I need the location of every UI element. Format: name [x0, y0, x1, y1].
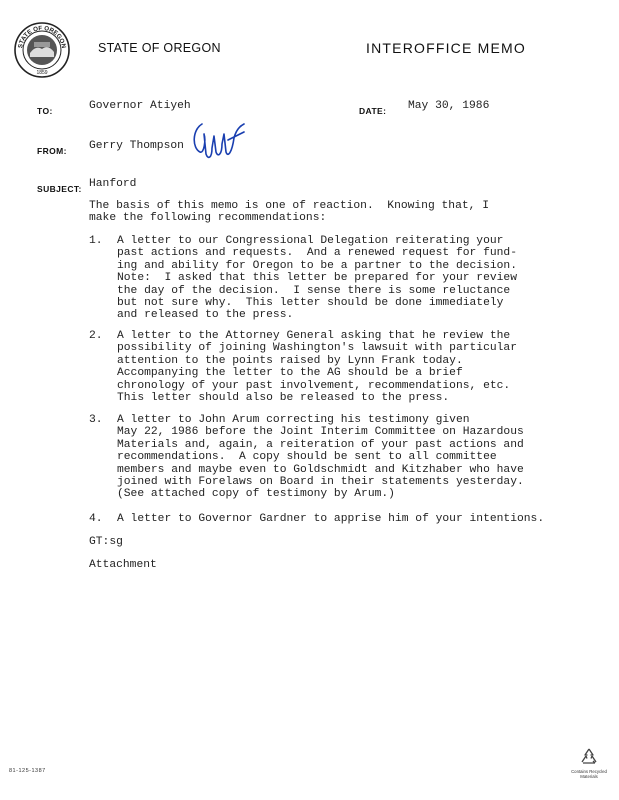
seal-text: STATE OF OREGON [17, 24, 67, 49]
item-1-text: A letter to our Congressional Delegation reiterating your past actions and requests. And a renewed request for fund- ing and ability for Oregon to be a partner to the decision. Note: I asked that this letter be prepared for your review the day of the decision. I sense there is some reluctance but not sure why. This letter should be done immediately and released to the press. [117, 235, 517, 322]
item-4-number: 4. [89, 513, 103, 525]
to-label: TO: [37, 106, 53, 116]
subject-value: Hanford [89, 178, 137, 190]
to-value: Governor Atiyeh [89, 100, 191, 112]
item-2-text: A letter to the Attorney General asking that he review the possibility of joining Washington's lawsuit with particular attention to the points raised by Lynn Frank today. Accompanying the letter to the AG should be a brief chronology of your past involvement, recommendations, etc. This letter should also be released to the press. [117, 330, 517, 405]
seal-year: 1859 [36, 70, 48, 76]
subject-label: SUBJECT: [37, 184, 82, 194]
recycle-icon [578, 746, 600, 768]
date-label: DATE: [359, 106, 387, 116]
organization-name: STATE OF OREGON [98, 41, 221, 55]
state-seal-icon [14, 22, 70, 78]
signature-initials [188, 118, 248, 162]
attachment-note: Attachment [89, 559, 157, 571]
item-1-number: 1. [89, 235, 103, 247]
typist-initials: GT:sg [89, 536, 123, 548]
form-number: 81-125-1387 [9, 768, 46, 774]
item-2-number: 2. [89, 330, 103, 342]
item-4-text: A letter to Governor Gardner to apprise him of your intentions. [117, 513, 545, 525]
intro-paragraph: The basis of this memo is one of reaction. Knowing that, I make the following recommendations: [89, 200, 489, 225]
from-label: FROM: [37, 146, 67, 156]
item-3-number: 3. [89, 414, 103, 426]
recycled-note: Contains Recycled Materials [571, 769, 607, 779]
date-value: May 30, 1986 [408, 100, 490, 112]
from-value: Gerry Thompson [89, 140, 184, 152]
memo-title: INTEROFFICE MEMO [366, 40, 526, 56]
item-3-text: A letter to John Arum correcting his testimony given May 22, 1986 before the Joint Interim Committee on Hazardous Materials and, again, a reiteration of your past actions and recommendations. A copy should be sent to all committee members and maybe even to Goldschmidt and Kitzhaber who have joined with Forelaws on Board in their statements yesterday. (See attached copy of testimony by Arum.) [117, 414, 524, 501]
